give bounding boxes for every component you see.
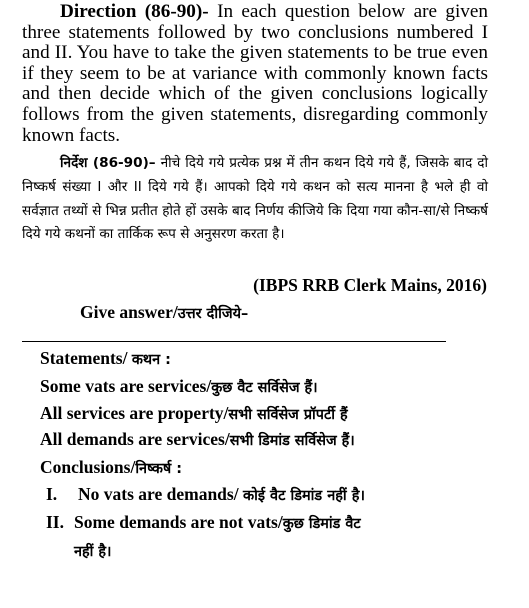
- conclusions-heading-en: Conclusions/: [40, 457, 136, 477]
- statement-3: [40, 427, 355, 453]
- statement-1-en: Some vats are services/: [40, 376, 212, 396]
- conclusions-heading-hi: निष्कर्ष :: [135, 461, 182, 477]
- statements-heading-hi: कथन :: [131, 352, 171, 368]
- direction-text-en: In each question below are given three statements followed by two conclusions numbered I and II. You have to take the given statements to be true even if they seem to be at variance with commonly known facts and then decide which of the given conclusions logically follows from the given statements, disregarding commonly known facts.: [22, 1, 489, 146]
- statement-1-hi: कुछ वैट सर्विसेज हैं।: [211, 380, 318, 396]
- conclusion-1-en: No vats are demands/: [78, 484, 239, 504]
- conclusion-2-number: II.: [46, 512, 64, 532]
- exam-source: (IBPS RRB Clerk Mains, 2016): [253, 275, 487, 295]
- conclusion-2: [46, 510, 456, 564]
- conclusions-heading: [40, 455, 182, 481]
- statement-2-en: All services are property/: [40, 403, 229, 423]
- conclusion-2-first-line: [74, 510, 454, 536]
- statement-3-hi: सभी डिमांड सर्विसेज हैं।: [229, 433, 355, 449]
- direction-label-en: Direction (86-90)-: [60, 1, 209, 22]
- conclusion-1: [46, 482, 365, 508]
- statement-3-en: All demands are services/: [40, 429, 230, 449]
- direction-text-hi: नीचे दिये गये प्रत्येक प्रश्न में तीन कथन दिये गये हैं, जिसके बाद दो निष्कर्ष संख्या I और II दिये गये हैं। आपको दिये गये कथन को सत्य मानना है भले ही वो सर्वज्ञात तथ्यों से भिन्न प्रतीत होते हों उसके बाद निर्णय कीजिये कि दिया गया कौन-सा/से निष्कर्ष दिये गये कथनों का तार्किक रूप से अनुसरण करता है।: [22, 155, 488, 243]
- divider-line: [22, 341, 446, 342]
- conclusion-2-en: Some demands are not vats/: [74, 512, 283, 532]
- statement-1: [40, 374, 318, 400]
- statements-heading-en: Statements/: [40, 348, 128, 368]
- give-answer-en: Give answer/: [80, 302, 178, 322]
- direction-english: [22, 2, 488, 146]
- conclusion-2-hi-continued: नहीं है।: [74, 544, 112, 560]
- statements-heading: [40, 346, 171, 372]
- statement-2-hi: सभी सर्विसेज प्रॉपर्टी हैं: [228, 407, 348, 423]
- statement-2: [40, 401, 348, 427]
- conclusion-1-number: I.: [46, 484, 58, 504]
- conclusion-2-hi: कुछ डिमांड वैट: [282, 516, 361, 532]
- direction-label-hi: निर्देश (86-90)–: [60, 155, 156, 171]
- direction-hindi: [22, 152, 488, 247]
- conclusion-1-hi: कोई वैट डिमांड नहीं है।: [242, 488, 365, 504]
- give-answer-hi: उत्तर दीजिये–: [177, 306, 249, 322]
- give-answer-line: [80, 300, 248, 326]
